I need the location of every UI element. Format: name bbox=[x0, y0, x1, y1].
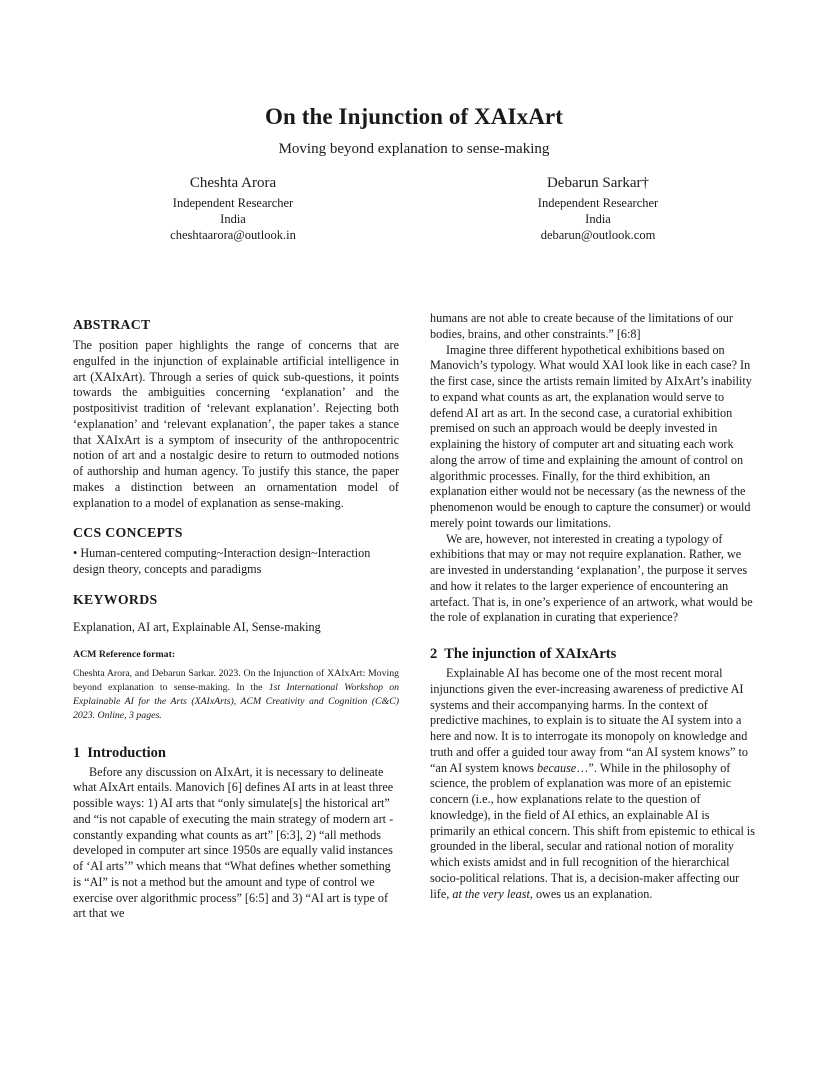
section-number: 2 bbox=[430, 646, 438, 662]
continuation-paragraph: humans are not able to create because of the limitations of our bodies, brains, and other constraints.” [6:8] bbox=[430, 311, 733, 341]
author-name: Debarun Sarkar† bbox=[546, 175, 650, 191]
right-column bbox=[430, 311, 756, 902]
ccs-heading: CCS CONCEPTS bbox=[73, 525, 183, 541]
section-2-heading bbox=[430, 644, 756, 664]
text-run: …”. While in the philosophy of science, the problem of explanation was more of an epistemic concern (i.e., how explanations relate to the question of knowledge), in the field of AI ethics, an explainable AI is primarily an ethical concern. This shift from epistemic to ethical is grounded in the liberal, secular and rational notion of morality which exists amidst and in full recognition of the hierarchical socio-political relations. That is, a decision-maker affecting our life, bbox=[430, 760, 756, 901]
author-block-2 bbox=[468, 173, 728, 243]
author-name: Cheshta Arora bbox=[189, 175, 277, 191]
text-run: , owes us an explanation. bbox=[529, 886, 653, 901]
acm-reference-text bbox=[73, 667, 399, 723]
section-title: The injunction of XAIxArts bbox=[444, 646, 617, 662]
ccs-text: • Human-centered computing~Interaction design~Interaction design theory, concepts and paradigms bbox=[73, 546, 371, 576]
section-2-paragraph bbox=[430, 666, 756, 902]
text-run-italic: because bbox=[536, 760, 577, 775]
paper-subtitle: Moving beyond explanation to sense-making bbox=[278, 141, 550, 157]
section-number: 1 bbox=[73, 744, 81, 761]
keywords-heading: KEYWORDS bbox=[73, 591, 158, 607]
acm-reference-plain: Cheshta Arora, and Debarun Sarkar. 2023. On the Injunction of XAIxArt: Moving beyond explanation to sense-making. In the bbox=[73, 667, 399, 693]
section-title: Introduction bbox=[87, 744, 166, 761]
acm-reference-heading: ACM Reference format: bbox=[73, 648, 176, 660]
keywords-text: Explanation, AI art, Explainable AI, Sense-making bbox=[73, 619, 321, 634]
author-block-1 bbox=[103, 173, 363, 243]
author-country: India bbox=[585, 212, 611, 226]
paragraph-typology: We are, however, not interested in creating a typology of exhibitions that may or may not require explanation. Rather, we are invested in understanding ‘explanation’, the purpose it serves and how it relates to the larger experience of encountering an artefact. That is, in one’s experience of an artwork, what would be the role of explanation in curating that experience? bbox=[430, 531, 753, 625]
author-affiliation: Independent Researcher bbox=[172, 196, 294, 210]
paper-title: On the Injunction of XAIxArt bbox=[265, 104, 563, 129]
author-email: debarun@outlook.com bbox=[540, 228, 656, 242]
section-1-heading bbox=[73, 743, 399, 763]
acm-reference-italic: 1st International Workshop on Explainable AI for the Arts (XAIxArts), ACM Creativity and Cognition (C&C) 2023. Online, 3 pages. bbox=[73, 681, 400, 721]
author-affiliation: Independent Researcher bbox=[537, 196, 659, 210]
abstract-heading: ABSTRACT bbox=[73, 317, 151, 332]
author-country: India bbox=[220, 212, 246, 226]
text-run-italic: at the very least bbox=[452, 886, 530, 901]
paragraph-exhibitions: Imagine three different hypothetical exhibitions based on Manovich’s typology. What would XAI look like in each case? In the first case, since the artists remain limited by AIxArt’s inability to expand what counts as art, the explanation would serve to defend AI art as art. In the second case, a curatorial exhibition premised on such an approach would be deeply invested in explaining the history of computer art and situating each work along the arrow of time and explaining the amount of control on algorithmic processes. Finally, for the third exhibition, an explanation either would not be necessary (as the newness of the phenomenon would be enough to capture the consumer) or would merely point towards our limitations. bbox=[430, 342, 752, 530]
author-email: cheshtaarora@outlook.in bbox=[170, 228, 296, 242]
text-run: Explainable AI has become one of the most recent moral injunctions given the ever-increasing awareness of predictive AI systems and their accompanying harms. In the context of predictive machines, to explain is to situate the AI system into a here and now. It is to interrogate its monopoly on knowledge and truth and offer a guided tour away from “an AI system knows” to “an AI system knows bbox=[430, 666, 748, 775]
section-1-paragraph: Before any discussion on AIxArt, it is necessary to delineate what AIxArt entails. Manovich [6] defines AI arts in at least three possible ways: 1) AI arts that “only simulate[s] the historical art” and “is not capable of executing the main strategy of modern art - constantly expanding what counts as art” [6:3], 2) “all methods developed in computer art since 1950s are equally valid instances of ‘AI arts’” which means that “What defines whether something is “AI” is not a method but the amount and type of control we exercise over algorithmic process” [6:5] and 3) “AI art is type of art that we bbox=[73, 764, 394, 921]
abstract-text: The position paper highlights the range of concerns that are engulfed in the injunction of explainable artificial intelligence in art (XAIxArt). Through a series of quick sub-questions, it points towards the ambiguities concerning ‘explanation’ and the postpositivist tradition of ‘relevant explanation’. Rejecting both ‘explanation’ and ‘relevant explanation’, the paper takes a stance that XAIxArt is a symptom of insecurity of the anthropocentric notion of art and a nostalgic desire to return to outmoded notions of authorship and human agency. To justify this stance, the paper makes a distinction between an ornamentation model of explanation to a model of explanation as sense-making. bbox=[73, 338, 399, 510]
left-column bbox=[73, 312, 399, 922]
